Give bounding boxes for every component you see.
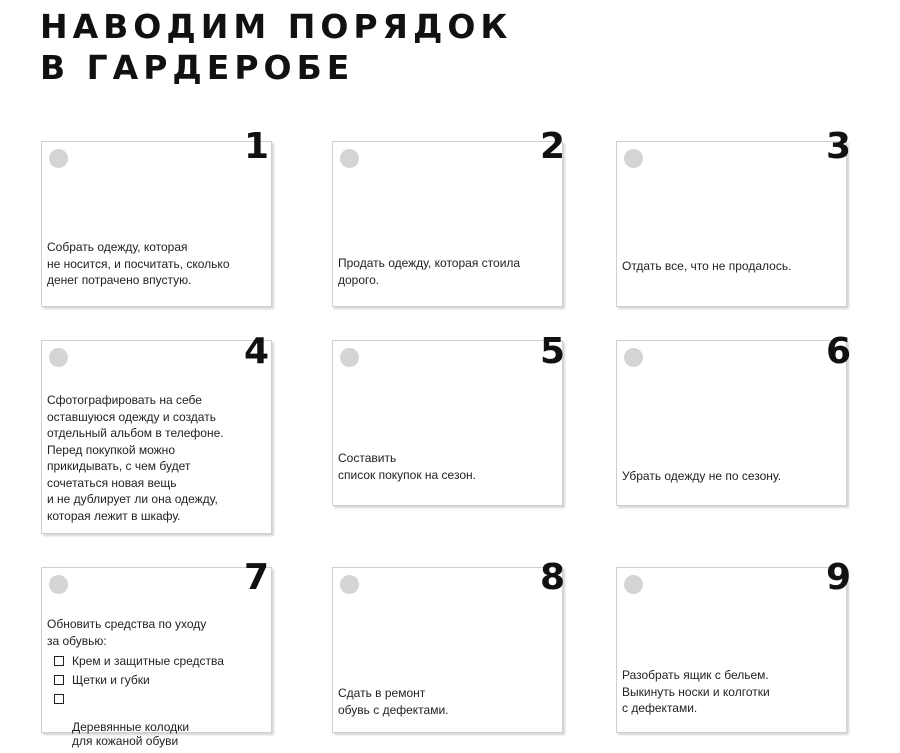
- card-9: [616, 567, 847, 733]
- card-7-number: 7: [244, 557, 270, 598]
- circle-pin-icon: [49, 348, 68, 367]
- page-title: [40, 6, 512, 88]
- card-5-text: Составить список покупок на сезон.: [338, 451, 476, 482]
- checkbox-icon: [54, 675, 64, 685]
- card-7: [41, 567, 272, 748]
- card-4: [41, 340, 272, 534]
- card-3-text: Отдать все, что не продалось.: [622, 259, 792, 273]
- card-8-number: 8: [540, 557, 566, 598]
- circle-pin-icon: [49, 149, 68, 168]
- card-5: [332, 340, 563, 506]
- circle-pin-icon: [624, 575, 643, 594]
- checklist-item-label: Крем и защитные средства: [72, 654, 224, 668]
- card-9-number: 9: [826, 557, 852, 598]
- checklist-item: [50, 654, 224, 668]
- card-6-number: 6: [826, 331, 852, 372]
- page-title-line-1: НАВОДИМ ПОРЯДОК: [40, 7, 513, 46]
- card-2-text: Продать одежду, которая стоила дорого.: [338, 256, 521, 287]
- card-5-number: 5: [540, 331, 566, 372]
- card-3: [616, 141, 847, 307]
- card-8-text: Сдать в ремонт обувь с дефектами.: [338, 686, 449, 717]
- card-2-number: 2: [540, 126, 566, 167]
- card-9-text: Разобрать ящик с бельем. Выкинуть носки и колготки с дефектами.: [622, 668, 770, 715]
- card-6-text: Убрать одежду не по сезону.: [622, 469, 782, 483]
- checklist-item: [50, 673, 224, 687]
- circle-pin-icon: [49, 575, 68, 594]
- circle-pin-icon: [340, 575, 359, 594]
- circle-pin-icon: [340, 149, 359, 168]
- checkbox-icon: [54, 694, 64, 704]
- card-4-number: 4: [244, 331, 270, 372]
- checklist-item: [50, 692, 224, 748]
- card-7-checklist: [50, 654, 224, 753]
- card-2: [332, 141, 563, 307]
- card-1-number: 1: [244, 126, 270, 167]
- card-6: [616, 340, 847, 506]
- circle-pin-icon: [624, 348, 643, 367]
- card-1-text: Собрать одежду, которая не носится, и посчитать, сколько денег потрачено впустую.: [47, 240, 230, 287]
- card-7-text: Обновить средства по уходу за обувью:: [47, 617, 207, 648]
- page-title-line-2: В ГАРДЕРОБЕ: [40, 48, 355, 87]
- checklist-item-label: Щетки и губки: [72, 673, 150, 687]
- checkbox-icon: [54, 656, 64, 666]
- card-1: [41, 141, 272, 307]
- checklist-item-label: Деревянные колодки для кожаной обуви: [72, 720, 190, 748]
- card-3-number: 3: [826, 126, 852, 167]
- card-8: [332, 567, 563, 733]
- circle-pin-icon: [340, 348, 359, 367]
- circle-pin-icon: [624, 149, 643, 168]
- card-4-text: Сфотографировать на себе оставшуюся одежду и создать отдельный альбом в телефоне. Перед покупкой можно прикидывать, с чем будет сочетаться новая вещь и не дублирует ли она одежду, которая лежит в шкафу.: [47, 393, 224, 523]
